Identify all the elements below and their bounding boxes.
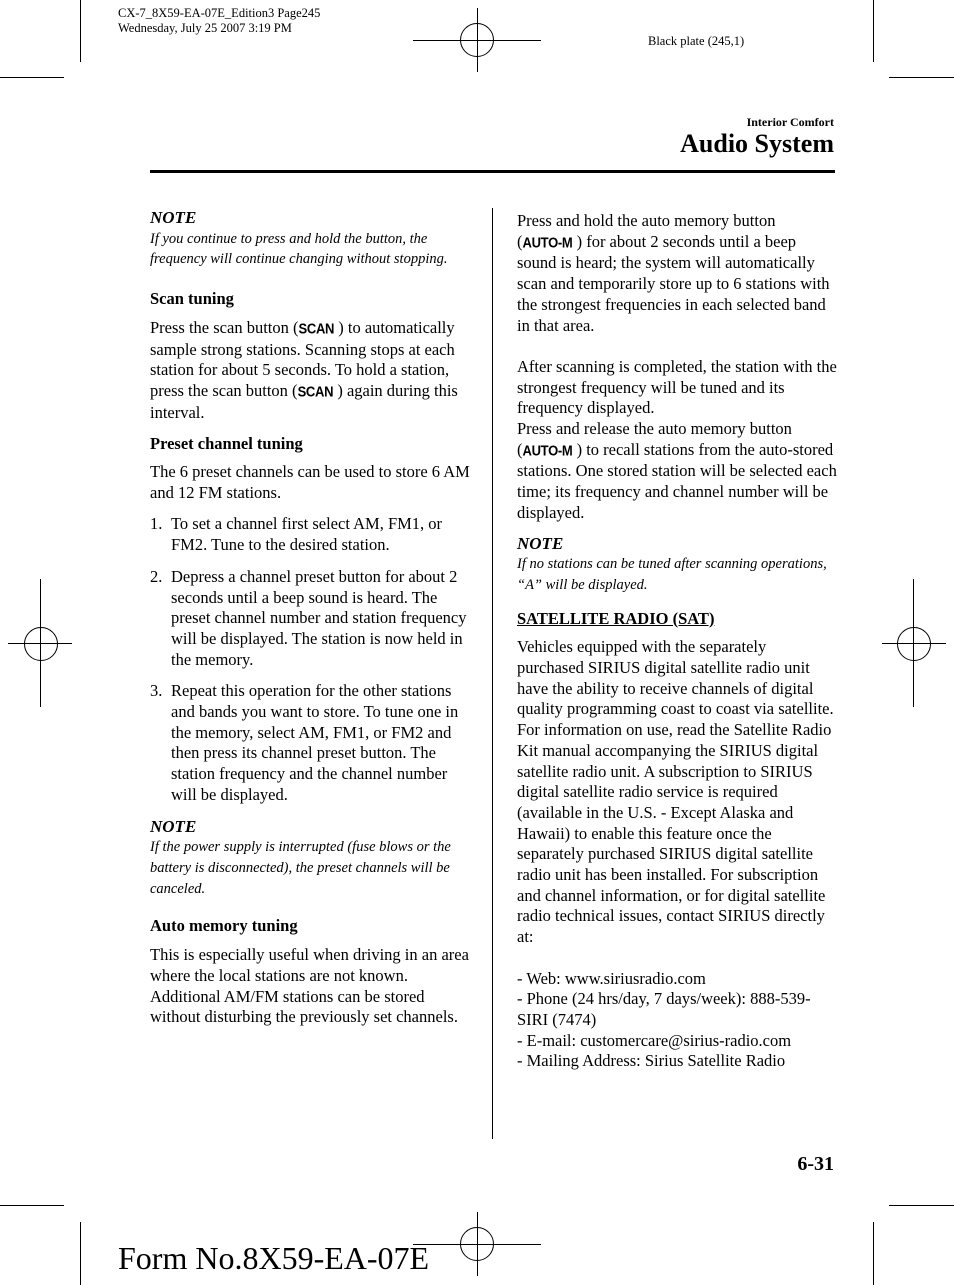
title-rule [150,170,835,173]
list-item: 3. Repeat this operation for the other stations and bands you want to store. To tune one in the memory, select AM, FM1, or FM2 and then press its channel preset button. The station frequency and the channel number will be displayed. [150,681,459,804]
right-column [517,211,837,1072]
note-text: If no stations can be tuned after scanning operations, “A” will be displayed. [517,556,827,593]
note-text: If you continue to press and hold the button, the frequency will continue changing without stopping. [150,230,448,268]
auto-memory-press-hold: Press and hold the auto memory button (AUTO-M ) for about 2 seconds until a beep sound is heard; the system will automatically scan and temporarily store up to 6 stations with the strongest frequencies in each selected band in that area. [517,211,830,335]
scan-button-icon: SCAN [297,382,334,400]
slug-line-1: CX-7_8X59-EA-07E_Edition3 Page245 [118,6,321,20]
left-column [150,208,470,1028]
page-title: Audio System [680,129,834,158]
slug-line-2: Wednesday, July 25 2007 3:19 PM [118,21,292,35]
note-heading: NOTE [150,816,197,836]
form-number: Form No.8X59-EA-07E [118,1240,430,1276]
list-item: - Mailing Address: Sirius Satellite Radio [517,1051,786,1071]
after-scan-text: After scanning is completed, the station with the strongest frequency will be tuned and its frequency displayed. [517,356,837,418]
contact-list [517,969,837,1073]
note-heading: NOTE [517,533,564,553]
list-item: - E-mail: customercare@sirius-radio.com [517,1030,792,1050]
scan-button-icon: SCAN [298,319,335,337]
page-number: 6-31 [797,1153,834,1175]
list-item: 1. To set a channel first select AM, FM1, or FM2. Tune to the desired station. [150,514,443,555]
auto-m-button-icon: AUTO-M [522,233,573,251]
satellite-radio-text: Vehicles equipped with the separately purchased SIRIUS digital satellite radio unit have the ability to receive channels of digital quality programming coast to coast via satellite. For information on use, read the Satellite Radio Kit manual accompanying the SIRIUS digital satellite radio unit. A subscription to SIRIUS digital satellite radio service is required (available in the U.S. - Except Alaska and Hawaii) to enable this feature once the separately purchased SIRIUS digital satellite radio unit has been installed. For subscription and channel information, or for digital satellite radio technical issues, contact SIRIUS directly at: [517,637,834,947]
list-item: - Web: www.siriusradio.com [517,968,706,988]
print-slug [118,6,320,36]
preset-tuning-text: The 6 preset channels can be used to store 6 AM and 12 FM stations. [150,462,470,502]
auto-memory-recall: Press and release the auto memory button (AUTO-M ) to recall stations from the auto-stored stations. One stored station will be selected each time; its frequency and channel number will be displayed. [517,419,837,522]
plate-label: Black plate (245,1) [648,34,745,48]
auto-memory-heading: Auto memory tuning [150,916,298,936]
scan-tuning-text: Press the scan button (SCAN ) to automatically sample strong stations. Scanning stops at each station for about 5 seconds. To hold a station, press the scan button (SCAN ) again during this interval. [150,317,458,422]
list-item: 2. Depress a channel preset button for about 2 seconds until a beep sound is heard. The preset channel number and station frequency will be displayed. The station is now held in the memory. [150,566,467,669]
column-divider [492,208,493,1139]
auto-m-button-icon: AUTO-M [522,441,573,459]
note-heading: NOTE [150,208,197,227]
preset-steps [150,514,470,805]
list-item: - Phone (24 hrs/day, 7 days/week): 888-539-SIRI (7474) [517,989,811,1029]
section-label: Interior Comfort [746,115,834,129]
preset-tuning-heading: Preset channel tuning [150,434,303,454]
scan-tuning-heading: Scan tuning [150,289,234,309]
note-text: If the power supply is interrupted (fuse blows or the battery is disconnected), the preset channels will be canceled. [150,839,451,897]
satellite-radio-heading: SATELLITE RADIO (SAT) [517,608,715,628]
auto-memory-text: This is especially useful when driving in an area where the local stations are not known. Additional AM/FM stations can be stored without disturbing the previously set channels. [150,945,469,1027]
